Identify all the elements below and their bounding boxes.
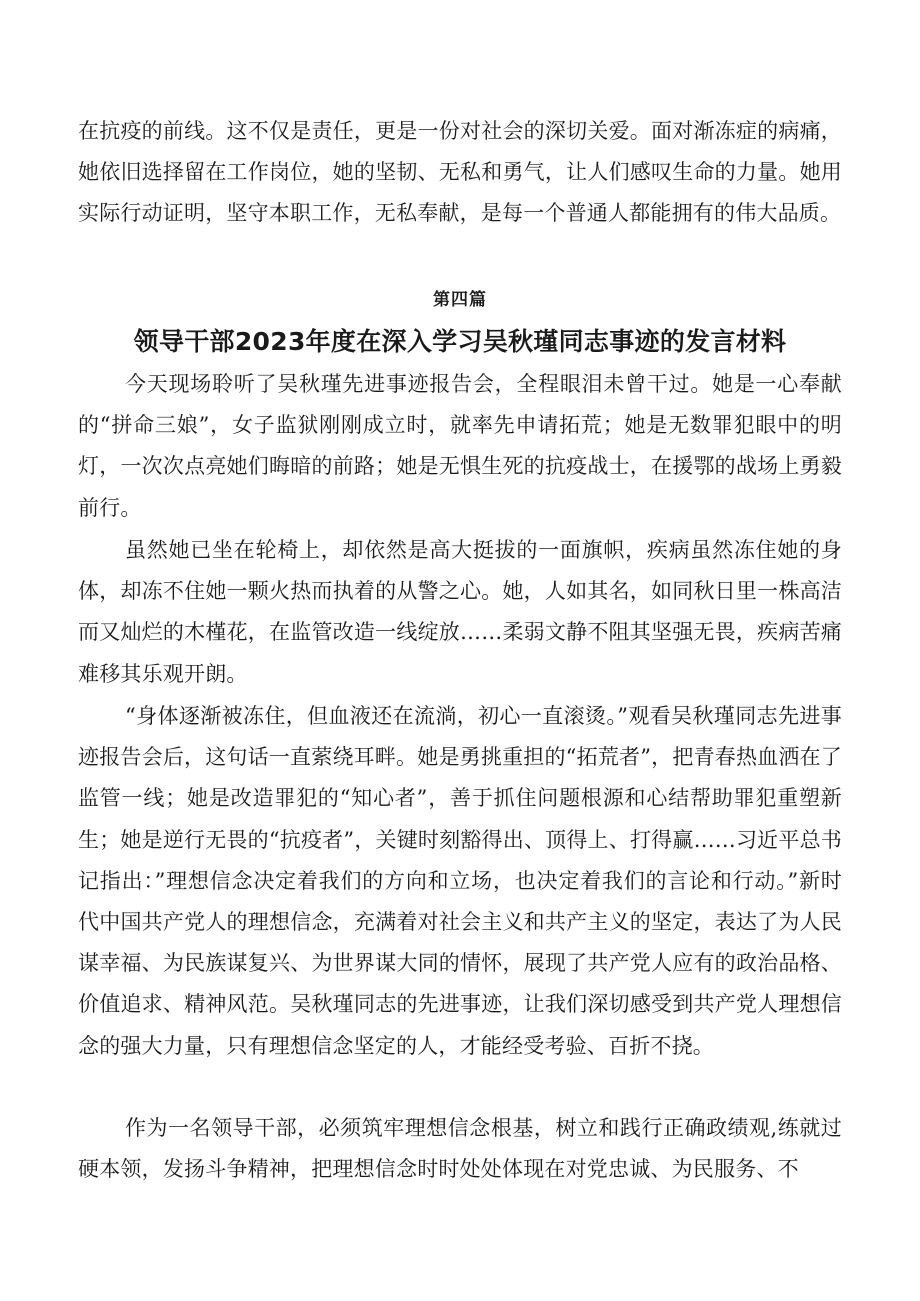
intro-paragraph: 在抗疫的前线。这不仅是责任，更是一份对社会的深切关爱。面对渐冻症的病痛，她依旧选择留在工作岗位，她的坚韧、无私和勇气，让人们感叹生命的力量。她用实际行动证明，坚守本职工作，无私奉献，是每一个普通人都能拥有的伟大品质。 [78,119,842,226]
document-title: 领导干部2023年度在深入学习吴秋瑾同志事迹的发言材料 [133,327,787,356]
paragraph-1: 今天现场聆听了吴秋瑾先进事迹报告会，全程眼泪未曾干过。她是一心奉献的“拼命三娘”，女子监狱刚刚成立时，就率先申请拓荒；她是无数罪犯眼中的明灯，一次次点亮她们晦暗的前路；她是无惧生死的抗疫战士，在援鄂的战场上勇毅前行。 [78,372,842,520]
paragraph-3: “身体逐渐被冻住，但血液还在流淌，初心一直滚烫。”观看吴秋瑾同志先进事迹报告会后，这句话一直萦绕耳畔。她是勇挑重担的“拓荒者”，把青春热血洒在了监管一线；她是改造罪犯的“知心者”，善于抓住问题根源和心结帮助罪犯重塑新生；她是逆行无畏的“抗疫者”，关键时刻豁得出、顶得上、打得赢……习近平总书记指出：”理想信念决定着我们的方向和立场，也决定着我们的言论和行动。”新时代中国共产党人的理想信念，充满着对社会主义和共产主义的坚定，表达了为人民谋幸福、为民族谋复兴、为世界谋大同的情怀，展现了共产党人应有的政治品格、价值追求、精神风范。吴秋瑾同志的先进事迹，让我们深切感受到共产党人理想信念的强大力量，只有理想信念坚定的人，才能经受考验、百折不挠。 [78,704,842,1058]
section-label: 第四篇 [433,290,487,310]
paragraph-4: 作为一名领导干部，必须筑牢理想信念根基，树立和践行正确政绩观,练就过硬本领，发扬斗争精神，把理想信念时时处处体现在对党忠诚、为民服务、不 [78,1116,842,1182]
paragraph-2: 虽然她已坐在轮椅上，却依然是高大挺拔的一面旗帜，疾病虽然冻住她的身体，却冻不住她一颗火热而执着的从警之心。她，人如其名，如同秋日里一株高洁而又灿烂的木槿花，在监管改造一线绽放……柔弱文静不阻其坚强无畏，疾病苦痛难移其乐观开朗。 [78,538,842,686]
